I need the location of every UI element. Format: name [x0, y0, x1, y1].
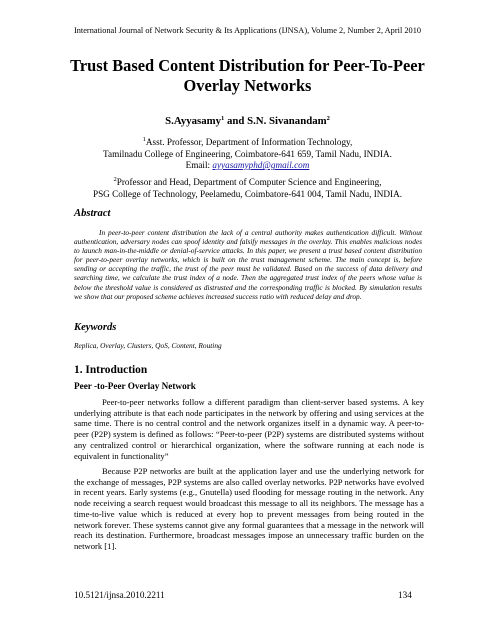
author-mark-1: 1 — [221, 115, 225, 122]
email-label: Email: — [185, 160, 213, 171]
author-email-link[interactable]: ayyasamyphd@gmail.com — [212, 160, 310, 171]
introduction-heading: 1. Introduction — [74, 364, 148, 376]
author-name-2: S.N. Sivanandam — [247, 115, 327, 127]
body-paragraph-2: Because P2P networks are built at the application layer and use the underlying network for the exchange of messages, P2P systems are also called overlay networks. P2P networks have evolved in recent years. Early systems (e.g., Gnutella) used flooding for message routing in the network. Any node receiving a search request would broadcast this message to all its neighbors. The message has a time-to-live value which is reduced at every hop to prevent messages from being routed in the network forever. These systems cannot give any formal guarantees that a message in the network will reach its destination. Furthermore, broadcast messages impose an unnecessary traffic burden on the network [1]. — [74, 466, 424, 551]
abstract-heading: Abstract — [74, 208, 111, 219]
affiliation-2-line2: PSG College of Technology, Peelamedu, Coimbatore-641 004, Tamil Nadu, INDIA. — [92, 188, 403, 199]
keywords-heading: Keywords — [74, 322, 117, 333]
paper-title: Trust Based Content Distribution for Peer-To-Peer Overlay Networks — [70, 56, 425, 95]
page-number: 134 — [398, 590, 412, 600]
affiliation-2-mark: 2 — [113, 176, 117, 183]
author-conjunction: and — [224, 115, 248, 127]
affiliation-1-line2: Tamilnadu College of Engineering, Coimbatore-641 659, Tamil Nadu, INDIA. — [103, 148, 392, 159]
affiliation-2 — [0, 177, 495, 200]
affiliation-1-mark: 1 — [142, 136, 146, 143]
abstract-text: In peer-to-peer content distribution the lack of a central authority makes authentication difficult. Without authentication, adversary nodes can spoof identity and falsify messages in the overlay. This enables malicious nodes to launch man-in-the-middle or denial-of-service attacks. In this paper, we present a trust based content distribution for peer-to-peer overlay networks, which is built on the trust management scheme. The main concept is, before sending or accepting the traffic, the trust of the peer must be validated. Based on the success of data delivery and searching time, we calculate the trust index of a node. Then the aggregated trust index of the peers whose value is below the threshold value is considered as distrusted and the corresponding traffic is blocked. By simulation results we show that our proposed scheme achieves increased success ratio with reduced delay and drop. — [74, 228, 422, 301]
subsection-heading: Peer -to-Peer Overlay Network — [74, 381, 196, 391]
author-mark-2: 2 — [326, 115, 330, 122]
affiliation-1-line1: Asst. Professor, Department of Information Technology, — [145, 137, 353, 147]
body-paragraph-1: Peer-to-peer networks follow a different paradigm than client-server based systems. A key underlying attribute is that each node participates in the network by offering and using services at the same time. There is no central control and the network organizes itself in a dynamic way. A peer-to-peer (P2P) system is defined as follows: “Peer-to-peer (P2P) systems are distributed systems without any centralized control or hierarchical organization, where the software running at each node is equivalent in functionality” — [74, 397, 424, 461]
journal-running-header: International Journal of Network Security & Its Applications (IJNSA), Volume 2, Number 2, April 2010 — [73, 26, 422, 35]
affiliation-1 — [0, 137, 495, 172]
author-name-1: S.Ayyasamy — [165, 115, 222, 127]
keywords-text: Replica, Overlay, Clusters, QoS, Content, Routing — [74, 341, 222, 350]
author-line — [0, 115, 495, 127]
affiliation-2-line1: Professor and Head, Department of Computer Science and Engineering, — [116, 177, 382, 187]
doi-footer: 10.5121/ijnsa.2010.2211 — [74, 590, 165, 600]
